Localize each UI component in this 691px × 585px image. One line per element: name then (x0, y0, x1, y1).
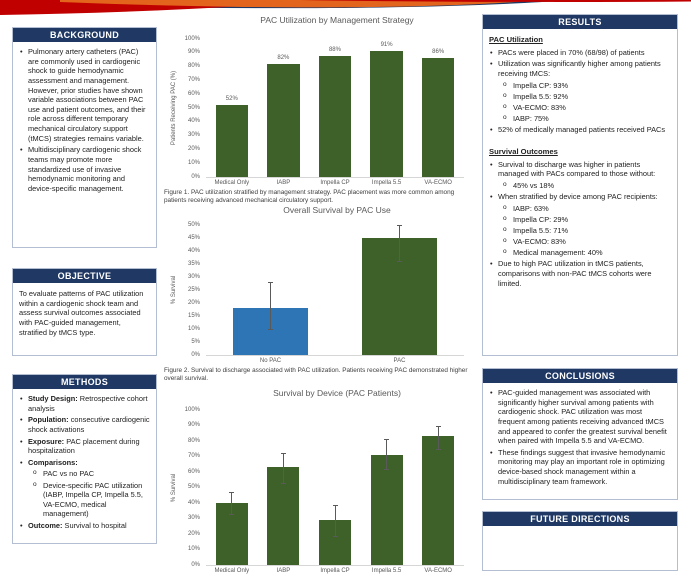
figure2-caption: Figure 2. Survival to discharge associated with PAC utilization. Patients receiving PAC demonstrated higher overall survival. (164, 367, 468, 383)
chart-title: Survival by Device (PAC Patients) (273, 388, 401, 398)
bullet-item: • PACs were placed in 70% (68/98) of patients (489, 48, 671, 58)
x-axis-line (206, 355, 464, 356)
sub-bullet-item: o VA-ECMO: 83% (489, 103, 671, 113)
error-bar-cap (436, 426, 441, 427)
x-tick-label: Medical Only (214, 180, 250, 186)
x-tick-label: Impella CP (320, 180, 350, 186)
error-bar-cap (268, 282, 273, 283)
sub-bullet-item: o Impella 5.5: 71% (489, 226, 671, 236)
bullet-item (19, 521, 150, 531)
section-gap (489, 137, 671, 146)
y-axis-title: Patients Receiving PAC (%) (171, 70, 177, 146)
error-bar-cap (436, 449, 441, 450)
sub-bullet-item: o Device-specific PAC utilization (IABP, Impella CP, Impella 5.5, VA-ECMO, medical management) (19, 481, 150, 520)
error-bar-cap (384, 469, 389, 470)
bar (422, 436, 454, 565)
x-tick-label: Impella CP (320, 568, 350, 574)
objective-box (12, 268, 157, 356)
error-bar (283, 453, 284, 482)
background-box (12, 27, 157, 248)
y-tick-label: 50% (187, 104, 200, 111)
y-tick-label: 5% (191, 338, 200, 345)
sub-bullet-item: o Impella 5.5: 92% (489, 92, 671, 102)
bar-value-label: 52% (225, 96, 238, 103)
chart-title: Overall Survival by PAC Use (283, 205, 391, 215)
y-tick-label: 30% (187, 132, 200, 139)
y-axis-title: % Survival (171, 275, 177, 305)
sub-bullet-item: o IABP: 63% (489, 204, 671, 214)
bullet-item: • Due to high PAC utilization in tMCS patients, comparisons with non-PAC tMCS cohorts were limited. (489, 259, 671, 288)
methods-header: METHODS (13, 375, 156, 389)
y-tick-label: 0% (191, 351, 200, 358)
future-directions-box (482, 511, 678, 571)
y-tick-label: 10% (187, 159, 200, 166)
error-bar (231, 492, 232, 514)
y-tick-label: 60% (187, 90, 200, 97)
chart-pac-utilization (162, 13, 472, 189)
error-bar (438, 426, 439, 449)
bullet-item (19, 458, 150, 468)
bullet-item: • Survival to discharge was higher in patients managed with PACs compared to those without: (489, 160, 671, 179)
chart-survival-by-device (162, 385, 472, 585)
x-tick-label: VA-ECMO (424, 568, 452, 574)
chart-overall-survival (162, 202, 472, 366)
chart-title: PAC Utilization by Management Strategy (260, 15, 414, 25)
bullet-item (19, 415, 150, 434)
y-tick-label: 15% (187, 312, 200, 319)
x-tick-label: PAC (393, 358, 406, 364)
bullet-item: • Multidisciplinary cardiogenic shock teams may promote more standardized use of invasive hemodynamic monitoring and device-specific management. (19, 145, 150, 193)
bar (267, 64, 300, 177)
error-bar-cap (268, 329, 273, 330)
y-tick-label: 70% (187, 76, 200, 83)
methods-body (13, 389, 156, 536)
background-header: BACKGROUND (13, 28, 156, 42)
bullet-item (19, 394, 150, 413)
error-bar-cap (384, 439, 389, 440)
conclusions-box (482, 368, 678, 500)
conclusions-header: CONCLUSIONS (483, 369, 677, 383)
item-label: Population: (28, 415, 69, 425)
bullet-item: • These findings suggest that invasive hemodynamic monitoring may play an important role in optimizing device-based shock management within a multidisciplinary team framework. (489, 448, 671, 487)
bar (216, 105, 249, 177)
sub-bullet-item: o IABP: 75% (489, 114, 671, 124)
results-header: RESULTS (483, 15, 677, 29)
error-bar (386, 439, 387, 468)
sub-bullet-item: o Impella CP: 29% (489, 215, 671, 225)
results-subheading: PAC Utilization (489, 35, 543, 44)
y-tick-label: 20% (187, 299, 200, 306)
error-bar-cap (397, 261, 402, 262)
y-tick-label: 90% (187, 422, 200, 428)
x-axis-line (206, 177, 464, 178)
error-bar (335, 505, 336, 536)
item-text: consecutive cardiogenic shock activations (28, 415, 150, 434)
item-label: Study Design: (28, 394, 78, 403)
y-tick-label: 40% (187, 499, 200, 506)
results-body (483, 29, 677, 294)
y-tick-label: 10% (187, 325, 200, 332)
bullet-item (19, 437, 150, 456)
item-text: Retrospective cohort analysis (28, 394, 148, 413)
bullet-item: • Pulmonary artery catheters (PAC) are commonly used in cardiogenic shock to guide hemodynamic assessment and management. However, prior studies have shown variable associations between PAC use and patient outcomes, and their role across different temporary mechanical circulatory support (tMCS) strategies remains variable. (19, 47, 150, 143)
error-bar-cap (229, 514, 234, 515)
bar-value-label: 82% (277, 54, 290, 61)
item-label: Comparisons: (28, 457, 78, 467)
error-bar-cap (333, 505, 338, 506)
bar-value-label: 88% (328, 46, 341, 53)
y-tick-label: 35% (187, 260, 200, 267)
y-axis-title: % Survival (171, 473, 177, 502)
methods-box (12, 374, 157, 544)
item-label: Outcome: (28, 520, 63, 530)
y-tick-label: 80% (187, 63, 200, 70)
sub-bullet-item: o VA-ECMO: 83% (489, 237, 671, 247)
item-label: Exposure: (28, 436, 65, 446)
objective-header: OBJECTIVE (13, 269, 156, 283)
y-tick-label: 20% (187, 145, 200, 152)
item-text: PAC placement during hospitalization (28, 436, 140, 456)
y-tick-label: 30% (187, 515, 200, 521)
error-bar (270, 282, 271, 329)
bar (319, 56, 352, 177)
sub-bullet-item: o 45% vs 18% (489, 181, 671, 191)
sub-bullet-item: o PAC vs no PAC (19, 469, 150, 479)
y-tick-label: 70% (187, 453, 200, 459)
y-tick-label: 90% (187, 49, 200, 56)
bar (422, 58, 455, 177)
y-tick-label: 20% (187, 530, 200, 537)
y-tick-label: 60% (187, 468, 200, 475)
x-tick-label: IABP (276, 568, 291, 574)
y-tick-label: 40% (187, 118, 200, 125)
objective-body (13, 283, 156, 342)
y-tick-label: 50% (187, 484, 200, 490)
error-bar-cap (397, 225, 402, 226)
bar-value-label: 86% (432, 49, 445, 56)
sub-bullet-item: o Impella CP: 93% (489, 81, 671, 91)
y-tick-label: 10% (187, 546, 200, 552)
figure1-caption: Figure 1. PAC utilization stratified by management strategy. PAC placement was more common among patients receiving advanced mechanical circulatory support. (164, 189, 455, 205)
bar (370, 51, 403, 177)
x-tick-label: No PAC (259, 358, 282, 364)
y-tick-label: 0% (191, 173, 200, 180)
x-tick-label: IABP (276, 180, 291, 186)
y-tick-label: 40% (187, 247, 200, 254)
x-tick-label: Impella 5.5 (371, 568, 402, 574)
x-tick-label: Impella 5.5 (371, 180, 402, 186)
results-subheading: Survival Outcomes (489, 146, 558, 156)
sub-bullet-item: o Medical management: 40% (489, 248, 671, 258)
bullet-item: • When stratified by device among PAC recipients: (489, 192, 671, 202)
y-tick-label: 25% (187, 286, 200, 293)
error-bar-cap (281, 483, 286, 484)
error-bar-cap (281, 453, 286, 454)
y-tick-label: 30% (187, 273, 200, 280)
x-axis-line (206, 565, 464, 566)
x-tick-label: Medical Only (214, 568, 250, 574)
bar-value-label: 91% (380, 42, 393, 49)
x-tick-label: VA-ECMO (424, 180, 452, 186)
error-bar-cap (333, 536, 338, 537)
future-directions-header: FUTURE DIRECTIONS (483, 512, 677, 526)
bullet-item: • 52% of medically managed patients received PACs (489, 125, 671, 135)
bullet-item: • Utilization was significantly higher among patients receiving tMCS: (489, 59, 671, 78)
bullet-item: • PAC-guided management was associated with significantly higher survival among patients with cardiogenic shock. PAC utilization was most frequent among patients receiving advanced tMCS and appeared to confer the greatest survival benefit when paired with Impella 5.5 and VA-ECMO. (489, 388, 671, 446)
background-body (13, 42, 156, 199)
y-tick-label: 50% (187, 221, 200, 228)
error-bar (399, 225, 400, 261)
y-tick-label: 0% (191, 561, 200, 568)
results-box (482, 14, 678, 356)
error-bar-cap (229, 492, 234, 493)
bar (371, 455, 403, 565)
item-text: Survival to hospital (62, 520, 127, 530)
y-tick-label: 100% (184, 35, 200, 42)
objective-text: To evaluate patterns of PAC utilization within a cardiogenic shock team and assess survival outcomes associated with PAC-guided management, stratified by tMCS type. (19, 289, 144, 337)
y-tick-label: 45% (187, 234, 200, 241)
conclusions-body (483, 383, 677, 492)
y-tick-label: 80% (187, 437, 200, 444)
y-tick-label: 100% (184, 406, 200, 413)
